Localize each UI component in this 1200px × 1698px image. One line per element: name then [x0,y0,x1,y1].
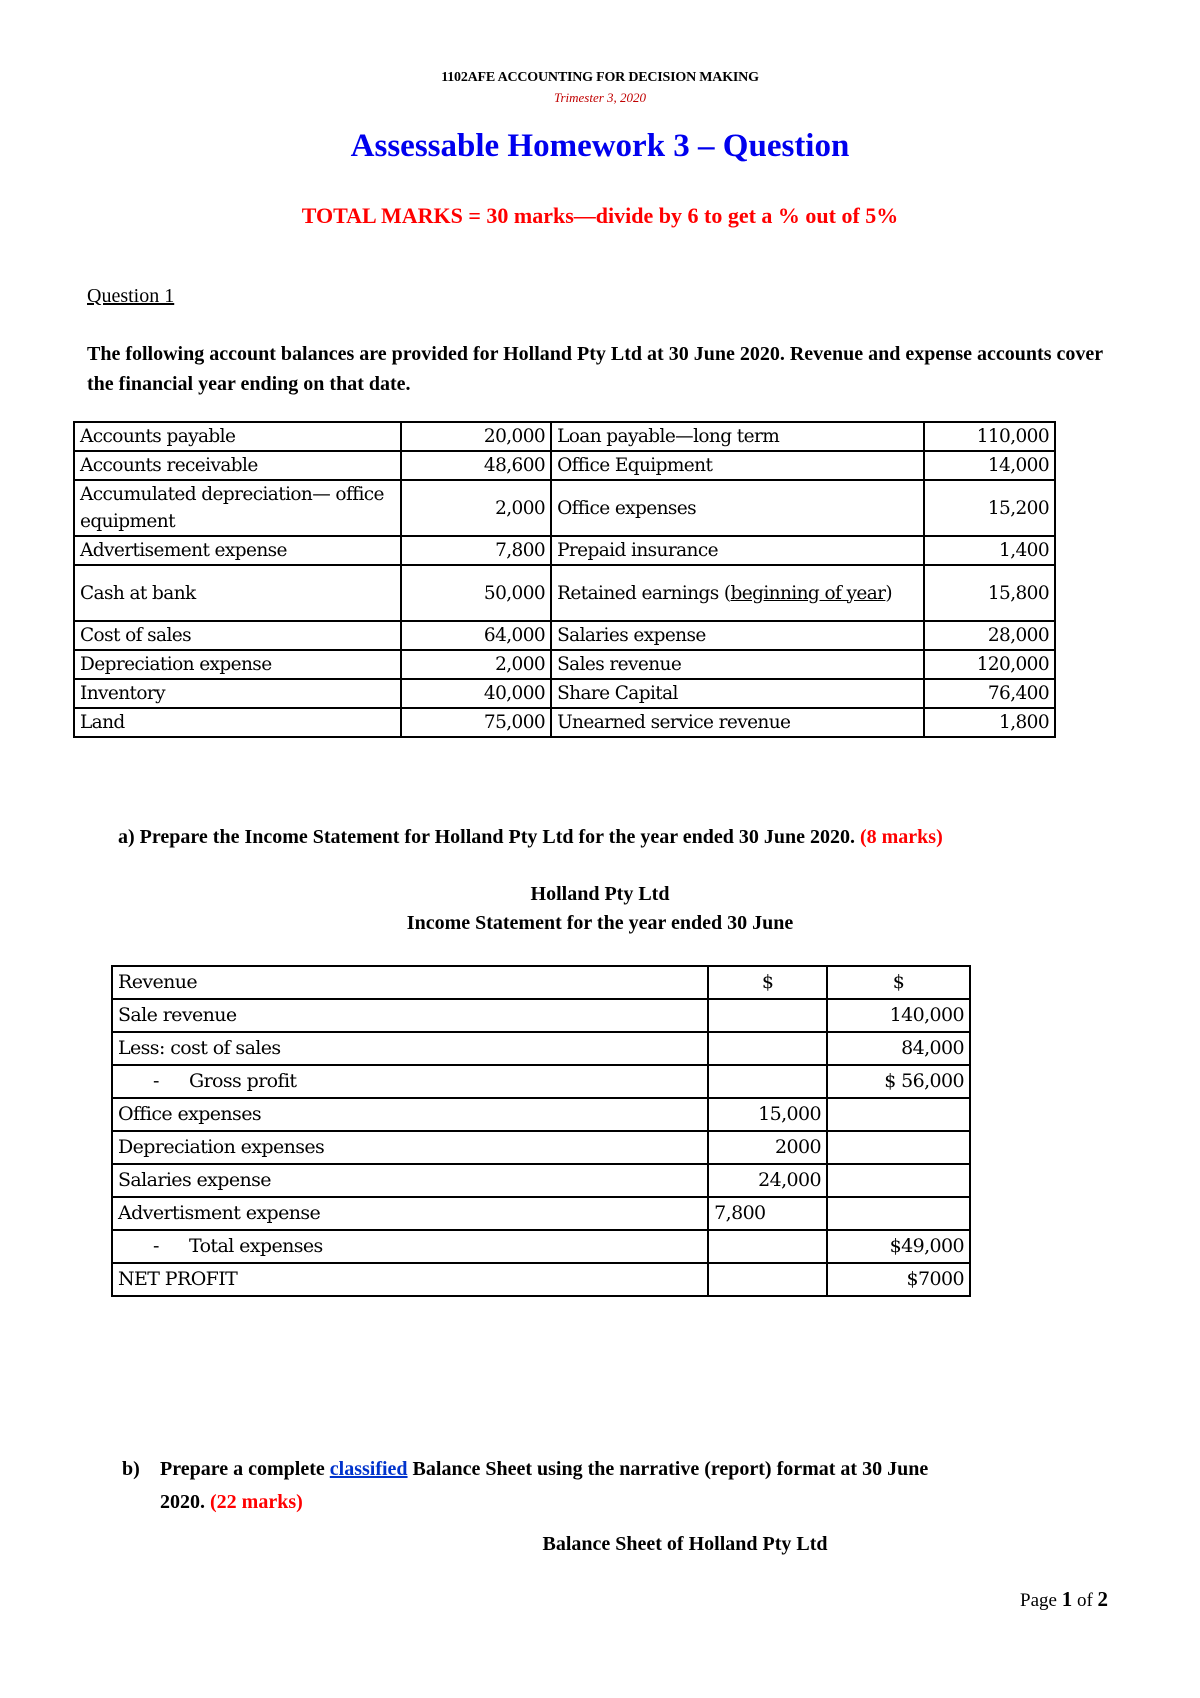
table-row [112,1131,970,1164]
row-label: Less: cost of sales [112,1032,708,1065]
row-col-a [708,1065,827,1098]
part-b-label: b) [122,1458,140,1480]
course-title: 1102AFE ACCOUNTING FOR DECISION MAKING [441,70,759,85]
table-row [74,422,1055,451]
classified-link[interactable]: classified [329,1458,408,1480]
account-value: 20,000 [401,422,551,451]
question-heading: Question 1 [87,285,175,307]
account-value: 14,000 [924,451,1055,480]
row-col-b: 84,000 [827,1032,970,1065]
row-label: - Total expenses [112,1230,708,1263]
account-label: Cash at bank [74,565,401,621]
account-label: Sales revenue [551,650,924,679]
account-value: 76,400 [924,679,1055,708]
account-label: Accounts receivable [74,451,401,480]
account-value: 2,000 [401,650,551,679]
row-col-a: 7,800 [708,1197,827,1230]
part-a-marks: (8 marks) [859,826,943,848]
account-value: 15,200 [924,480,1055,536]
row-col-b: $ 56,000 [827,1065,970,1098]
account-label: Loan payable—long term [551,422,924,451]
account-label: Prepaid insurance [551,536,924,565]
header-label: Revenue [112,966,708,999]
table-row [112,1164,970,1197]
row-col-a: 24,000 [708,1164,827,1197]
page-title: Assessable Homework 3 – Question [350,128,850,164]
account-label: Advertisement expense [74,536,401,565]
header-col-b: $ [827,966,970,999]
account-balances-table [73,421,1056,738]
row-label: - Gross profit [112,1065,708,1098]
account-label: Share Capital [551,679,924,708]
table-row [74,451,1055,480]
row-col-a: 15,000 [708,1098,827,1131]
account-label: Unearned service revenue [551,708,924,737]
account-label: Office Equipment [551,451,924,480]
table-row [74,565,1055,621]
account-value: 110,000 [924,422,1055,451]
table-row [112,1263,970,1296]
account-label: Retained earnings (beginning of year) [551,565,924,621]
company-name: Holland Pty Ltd [530,883,670,905]
page-number: Page 1 of 2 [1020,1587,1109,1611]
table-row [112,999,970,1032]
row-col-a [708,999,827,1032]
account-value: 64,000 [401,621,551,650]
part-b-prompt: b) Prepare a complete classified Balance Sheet using the narrative (report) format at 30 June 2020. (22 marks) [122,1453,1122,1519]
row-label: Sale revenue [112,999,708,1032]
table-row [112,1230,970,1263]
row-col-b [827,1098,970,1131]
account-label: Salaries expense [551,621,924,650]
account-value: 28,000 [924,621,1055,650]
account-value: 2,000 [401,480,551,536]
account-label: Accounts payable [74,422,401,451]
table-row [112,1065,970,1098]
row-col-b [827,1131,970,1164]
account-label: Inventory [74,679,401,708]
question-intro: The following account balances are provided for Holland Pty Ltd at 30 June 2020. Revenue and expense accounts cover the financial year ending on that date. [87,343,1103,395]
row-col-b: $49,000 [827,1230,970,1263]
balance-sheet-title: Balance Sheet of Holland Pty Ltd [542,1533,828,1555]
underlined-text: beginning of year [730,582,886,604]
account-label: Land [74,708,401,737]
table-row [74,480,1055,536]
row-label: Salaries expense [112,1164,708,1197]
row-col-b [827,1164,970,1197]
row-label: Depreciation expenses [112,1131,708,1164]
row-col-a [708,1263,827,1296]
account-label: Depreciation expense [74,650,401,679]
table-row [74,536,1055,565]
account-label: Accumulated depreciation— office equipment [74,480,401,536]
row-col-b [827,1197,970,1230]
account-value: 48,600 [401,451,551,480]
income-statement-table [111,965,971,1297]
account-value: 15,800 [924,565,1055,621]
row-col-a [708,1230,827,1263]
row-col-a [708,1032,827,1065]
table-row [112,1197,970,1230]
account-value: 120,000 [924,650,1055,679]
row-col-b: $7000 [827,1263,970,1296]
table-row [74,679,1055,708]
account-value: 1,800 [924,708,1055,737]
table-row [112,1032,970,1065]
row-col-a: 2000 [708,1131,827,1164]
part-a-prompt: a) Prepare the Income Statement for Holland Pty Ltd for the year ended 30 June 2020. (8 marks) [118,826,943,848]
table-header-row [112,966,970,999]
part-b-marks: (22 marks) [210,1491,303,1513]
account-value: 50,000 [401,565,551,621]
account-label: Office expenses [551,480,924,536]
row-label: Office expenses [112,1098,708,1131]
row-label: Advertisment expense [112,1197,708,1230]
account-value: 40,000 [401,679,551,708]
table-row [74,650,1055,679]
table-row [112,1098,970,1131]
total-marks: TOTAL MARKS = 30 marks—divide by 6 to get a % out of 5% [301,203,899,228]
header-col-a: $ [708,966,827,999]
account-label: Cost of sales [74,621,401,650]
account-value: 7,800 [401,536,551,565]
table-row [74,621,1055,650]
income-statement-title: Income Statement for the year ended 30 June [406,912,794,934]
table-row [74,708,1055,737]
row-label: NET PROFIT [112,1263,708,1296]
row-col-b: 140,000 [827,999,970,1032]
term-label: Trimester 3, 2020 [553,90,647,105]
account-value: 1,400 [924,536,1055,565]
account-value: 75,000 [401,708,551,737]
